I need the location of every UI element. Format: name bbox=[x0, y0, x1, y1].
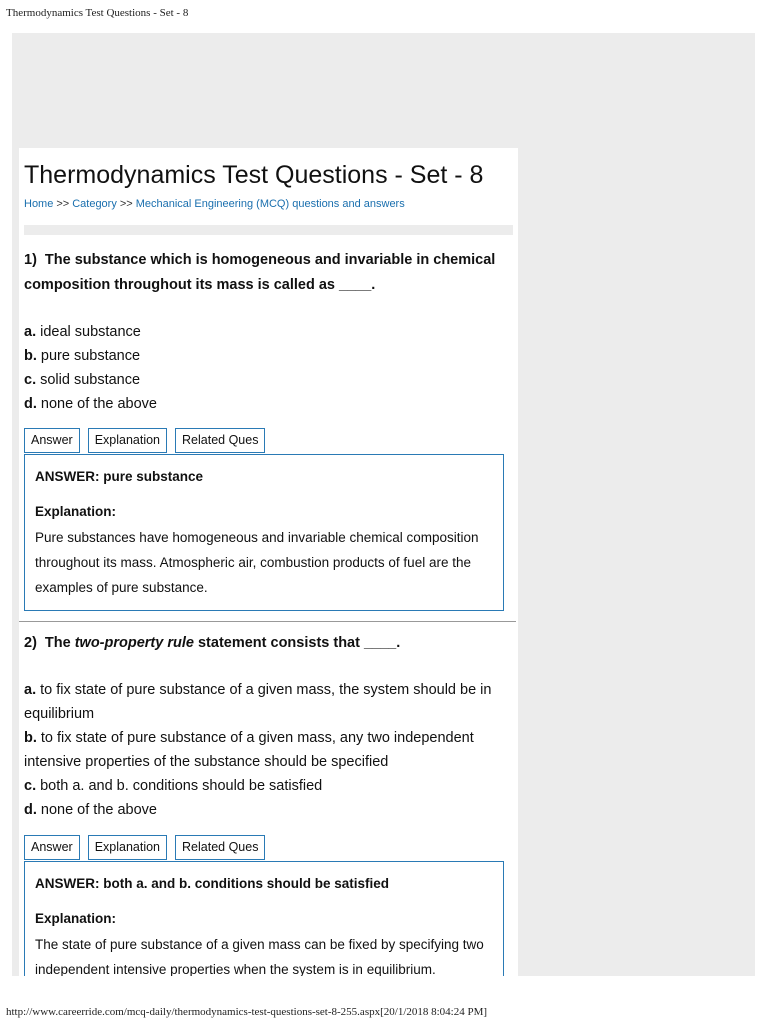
option-text: pure substance bbox=[40, 348, 141, 364]
option-d bbox=[24, 798, 516, 822]
breadcrumb-section-link[interactable]: Mechanical Engineering (MCQ) questions and answers bbox=[135, 198, 405, 210]
explanation-button[interactable]: Explanation bbox=[88, 835, 167, 860]
answer-panel bbox=[24, 454, 504, 611]
option-letter: b. bbox=[24, 348, 37, 364]
question-number: 2) bbox=[24, 635, 37, 651]
option-text: solid substance bbox=[40, 372, 141, 388]
breadcrumb-separator: >> bbox=[56, 198, 70, 210]
option-a bbox=[24, 678, 516, 726]
breadcrumb-category-link[interactable]: Category bbox=[72, 198, 117, 210]
options-list bbox=[24, 678, 516, 822]
answer-button[interactable]: Answer bbox=[24, 428, 80, 453]
answer-tabs bbox=[24, 835, 265, 860]
option-text: both a. and b. conditions should be satisfied bbox=[40, 778, 323, 794]
option-letter: d. bbox=[24, 396, 37, 412]
question-statement-before: The bbox=[44, 635, 75, 651]
answer-button[interactable]: Answer bbox=[24, 835, 80, 860]
question-1 bbox=[24, 248, 516, 595]
answer-tabs bbox=[24, 428, 265, 453]
print-header: Thermodynamics Test Questions - Set - 8 bbox=[6, 7, 189, 19]
option-d bbox=[24, 392, 516, 416]
option-b bbox=[24, 726, 516, 774]
breadcrumb-home-link[interactable]: Home bbox=[24, 198, 54, 210]
option-letter: c. bbox=[24, 372, 37, 388]
question-statement: The substance which is homogeneous and invariable in chemical composition throughout its mass is called as ____. bbox=[24, 252, 496, 293]
related-questions-button[interactable]: Related Ques bbox=[175, 835, 265, 860]
page-title: Thermodynamics Test Questions - Set - 8 bbox=[24, 161, 484, 189]
question-text bbox=[24, 248, 516, 298]
option-letter: d. bbox=[24, 802, 37, 818]
question-text bbox=[24, 631, 516, 656]
explanation-button[interactable]: Explanation bbox=[88, 428, 167, 453]
explanation-heading: Explanation: bbox=[35, 504, 117, 519]
explanation-text: Pure substances have homogeneous and invariable chemical composition throughout its mass. Atmospheric air, combustion products of fuel are the examples of pure substance. bbox=[35, 530, 479, 595]
answer-text: ANSWER: pure substance bbox=[35, 469, 204, 484]
page-frame bbox=[12, 33, 755, 976]
print-footer-url: http://www.careerride.com/mcq-daily/thermodynamics-test-questions-set-8-255.aspx[20/1/2018 8:04:24 PM] bbox=[6, 1006, 488, 1018]
explanation-text: The state of pure substance of a given mass can be fixed by specifying two independent intensive properties when the system is in equilibrium. bbox=[35, 937, 484, 976]
question-divider bbox=[19, 621, 516, 622]
answer-panel bbox=[24, 861, 504, 976]
option-text: to fix state of pure substance of a given mass, any two independent intensive properties of the substance should be specified bbox=[24, 730, 474, 770]
breadcrumb bbox=[24, 198, 405, 210]
option-letter: a. bbox=[24, 682, 37, 698]
option-letter: b. bbox=[24, 730, 37, 746]
option-c bbox=[24, 368, 516, 392]
grey-banner bbox=[24, 225, 513, 235]
question-statement-after: statement consists that ____. bbox=[193, 635, 401, 651]
question-number: 1) bbox=[24, 252, 37, 268]
explanation-heading: Explanation: bbox=[35, 911, 117, 926]
question-2 bbox=[24, 631, 516, 976]
answer-text: ANSWER: both a. and b. conditions should be satisfied bbox=[35, 876, 390, 891]
option-text: ideal substance bbox=[40, 324, 141, 340]
option-a bbox=[24, 320, 516, 344]
option-c bbox=[24, 774, 516, 798]
option-text: none of the above bbox=[40, 802, 157, 818]
option-letter: c. bbox=[24, 778, 37, 794]
options-list bbox=[24, 320, 516, 416]
option-letter: a. bbox=[24, 324, 37, 340]
content-panel bbox=[19, 148, 518, 976]
related-questions-button[interactable]: Related Ques bbox=[175, 428, 265, 453]
question-emphasis: two-property rule bbox=[74, 635, 194, 651]
breadcrumb-separator: >> bbox=[119, 198, 133, 210]
option-b bbox=[24, 344, 516, 368]
option-text: to fix state of pure substance of a given mass, the system should be in equilibrium bbox=[24, 682, 492, 722]
option-text: none of the above bbox=[40, 396, 157, 412]
